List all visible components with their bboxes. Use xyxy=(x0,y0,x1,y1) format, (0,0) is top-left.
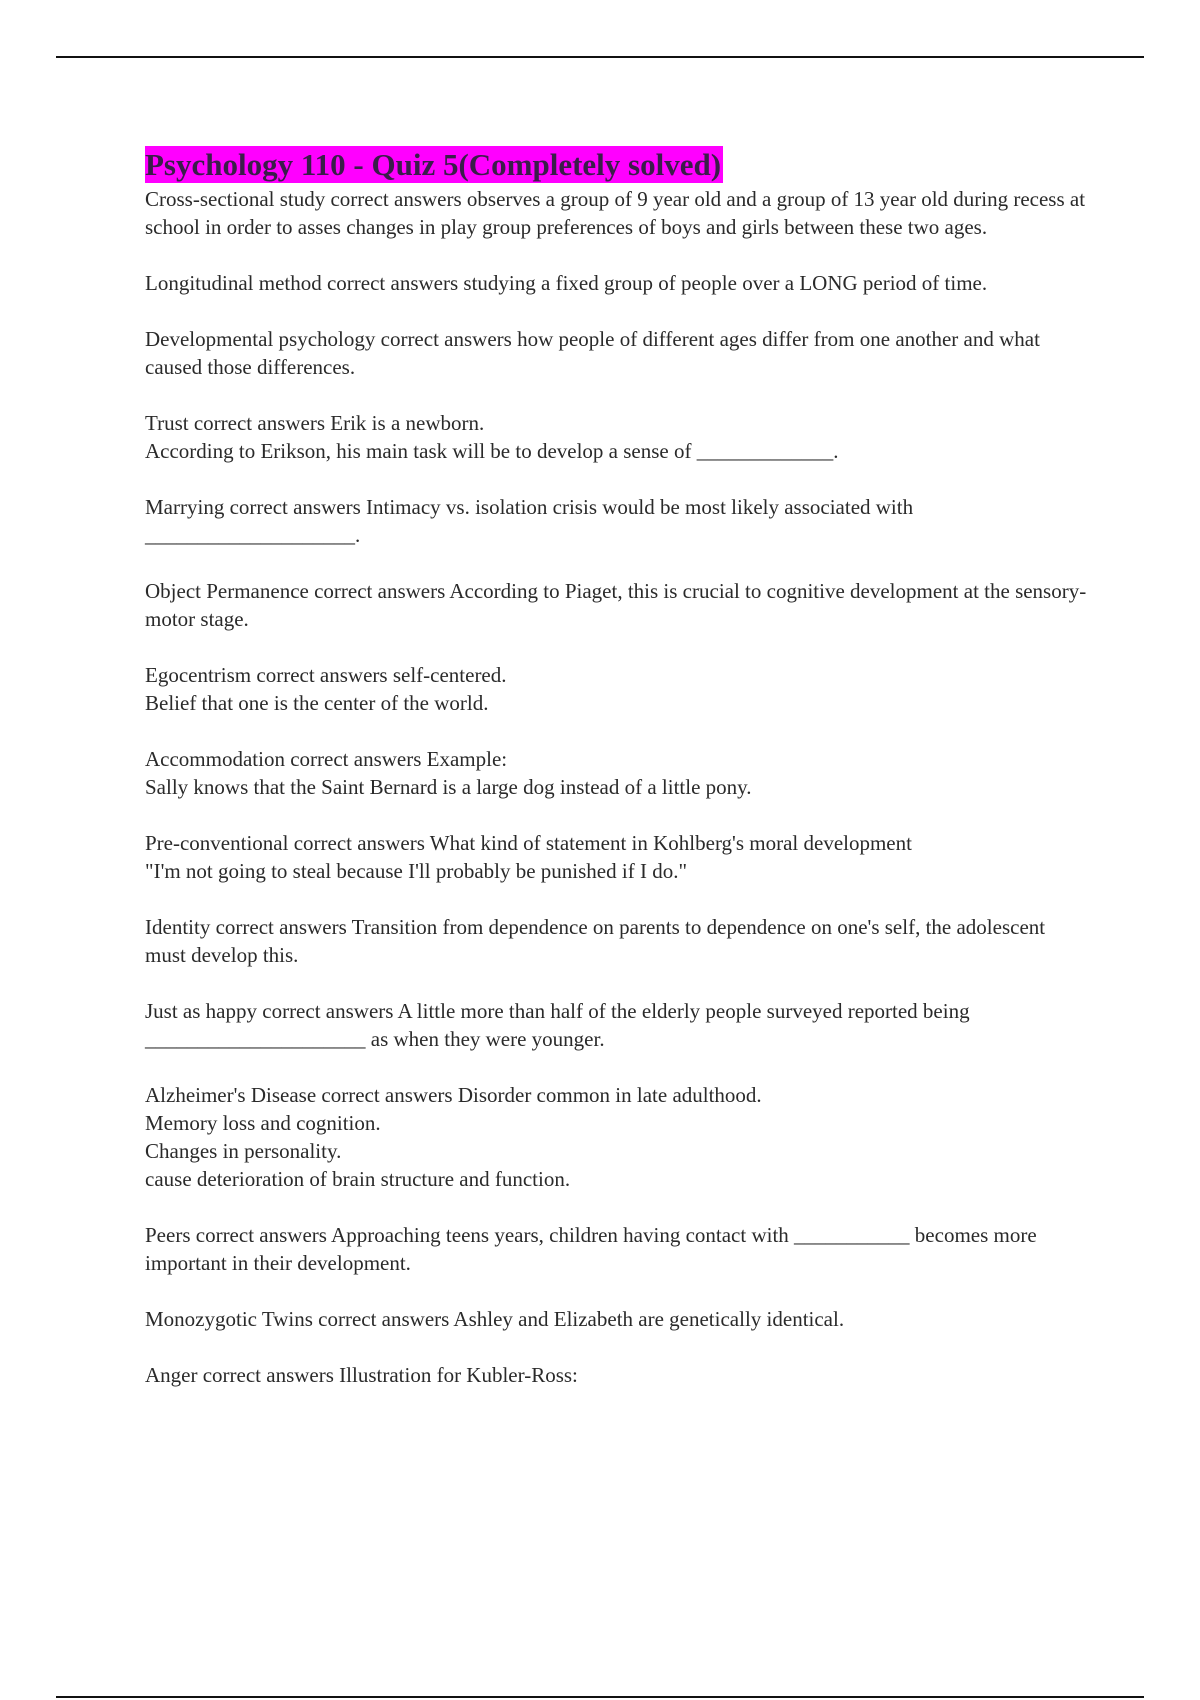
qa-item xyxy=(145,1221,1090,1277)
qa-first-line xyxy=(145,577,1090,633)
page-bottom-rule xyxy=(56,1696,1144,1698)
qa-first-line xyxy=(145,493,1090,549)
qa-first-line xyxy=(145,1305,1090,1333)
qa-term: Developmental psychology xyxy=(145,327,376,351)
qa-answer: Transition from dependence on parents to dependence on one's self, the adolescent must develop this. xyxy=(145,915,1046,967)
qa-answer: Erik is a newborn. xyxy=(330,411,485,435)
qa-first-line xyxy=(145,1081,1090,1109)
qa-term: Identity xyxy=(145,915,211,939)
qa-first-line xyxy=(145,745,1090,773)
qa-item xyxy=(145,661,1090,717)
qa-answer: A little more than half of the elderly people surveyed reported being _____________________ as when they were younger. xyxy=(145,999,970,1051)
qa-answer: observes a group of 9 year old and a group of 13 year old during recess at school in order to asses changes in play group preferences of boys and girls between these two ages. xyxy=(145,187,1086,239)
qa-term: Pre-conventional xyxy=(145,831,289,855)
qa-term: Monozygotic Twins xyxy=(145,1307,313,1331)
qa-answer: Disorder common in late adulthood. xyxy=(457,1083,762,1107)
qa-marker: correct answers xyxy=(321,1083,453,1107)
qa-first-line xyxy=(145,185,1090,241)
document-title: Psychology 110 - Quiz 5(Completely solved) xyxy=(145,147,722,182)
qa-marker: correct answers xyxy=(330,187,462,211)
qa-marker: correct answers xyxy=(256,663,388,687)
qa-first-line xyxy=(145,409,1090,437)
qa-first-line xyxy=(145,913,1090,969)
qa-marker: correct answers xyxy=(326,271,459,295)
qa-first-line xyxy=(145,997,1090,1053)
qa-term: Anger xyxy=(145,1363,198,1387)
qa-marker: correct answers xyxy=(290,747,422,771)
page-top-rule xyxy=(56,56,1144,58)
qa-item xyxy=(145,185,1090,241)
qa-item xyxy=(145,269,1090,297)
qa-marker: correct answers xyxy=(293,831,425,855)
qa-extra-line: Sally knows that the Saint Bernard is a large dog instead of a little pony. xyxy=(145,775,752,799)
qa-first-line xyxy=(145,269,1090,297)
qa-item xyxy=(145,997,1090,1053)
qa-marker: correct answers xyxy=(229,495,361,519)
qa-answer: Example: xyxy=(426,747,508,771)
qa-term: Cross-sectional study xyxy=(145,187,326,211)
qa-marker: correct answers xyxy=(318,1307,450,1331)
qa-item xyxy=(145,325,1090,381)
qa-first-line xyxy=(145,661,1090,689)
qa-first-line xyxy=(145,829,1090,857)
qa-item xyxy=(145,745,1090,801)
qa-term: Peers xyxy=(145,1223,191,1247)
qa-marker: correct answers xyxy=(314,579,446,603)
qa-marker: correct answers xyxy=(215,915,347,939)
qa-item xyxy=(145,493,1090,549)
qa-term: Longitudinal method xyxy=(145,271,322,295)
qa-item xyxy=(145,577,1090,633)
qa-answer: self-centered. xyxy=(392,663,507,687)
qa-extra-line: Belief that one is the center of the world. xyxy=(145,691,489,715)
qa-first-line xyxy=(145,325,1090,381)
qa-marker: correct answers xyxy=(195,1223,327,1247)
qa-term: Marrying xyxy=(145,495,225,519)
qa-extra-line: "I'm not going to steal because I'll probably be punished if I do." xyxy=(145,859,688,883)
qa-answer: Approaching teens years, children having contact with ___________ becomes more important in their development. xyxy=(145,1223,1037,1275)
qa-answer: Illustration for Kubler-Ross: xyxy=(339,1363,578,1387)
qa-term: Just as happy xyxy=(145,999,257,1023)
qa-marker: correct answers xyxy=(202,1363,334,1387)
qa-term: Alzheimer's Disease xyxy=(145,1083,317,1107)
qa-extra-line: Memory loss and cognition. xyxy=(145,1111,381,1135)
qa-term: Object Permanence xyxy=(145,579,309,603)
qa-answer: Intimacy vs. isolation crisis would be most likely associated with ____________________. xyxy=(145,495,914,547)
qa-term: Egocentrism xyxy=(145,663,252,687)
qa-answer: According to Piaget, this is crucial to cognitive development at the sensory-motor stage. xyxy=(145,579,1087,631)
qa-marker: correct answers xyxy=(380,327,512,351)
qa-item xyxy=(145,913,1090,969)
qa-first-line xyxy=(145,1221,1090,1277)
qa-item xyxy=(145,409,1090,465)
qa-extra-line: According to Erikson, his main task will be to develop a sense of _____________. xyxy=(145,439,839,463)
qa-answer: studying a fixed group of people over a LONG period of time. xyxy=(463,271,988,295)
qa-extra-line: Changes in personality. xyxy=(145,1139,342,1163)
qa-extra-line: cause deterioration of brain structure and function. xyxy=(145,1167,571,1191)
qa-item xyxy=(145,1361,1090,1389)
qa-answer: Ashley and Elizabeth are genetically identical. xyxy=(453,1307,845,1331)
qa-answer: how people of different ages differ from one another and what caused those differences. xyxy=(145,327,1040,379)
qa-marker: correct answers xyxy=(193,411,326,435)
qa-answer: What kind of statement in Kohlberg's moral development xyxy=(429,831,912,855)
qa-term: Accommodation xyxy=(145,747,285,771)
qa-marker: correct answers xyxy=(262,999,394,1023)
qa-list xyxy=(145,185,1090,1389)
qa-item xyxy=(145,829,1090,885)
qa-item xyxy=(145,1081,1090,1193)
qa-first-line xyxy=(145,1361,1090,1389)
document-body xyxy=(145,146,1090,1417)
qa-term: Trust xyxy=(145,411,189,435)
qa-item xyxy=(145,1305,1090,1333)
